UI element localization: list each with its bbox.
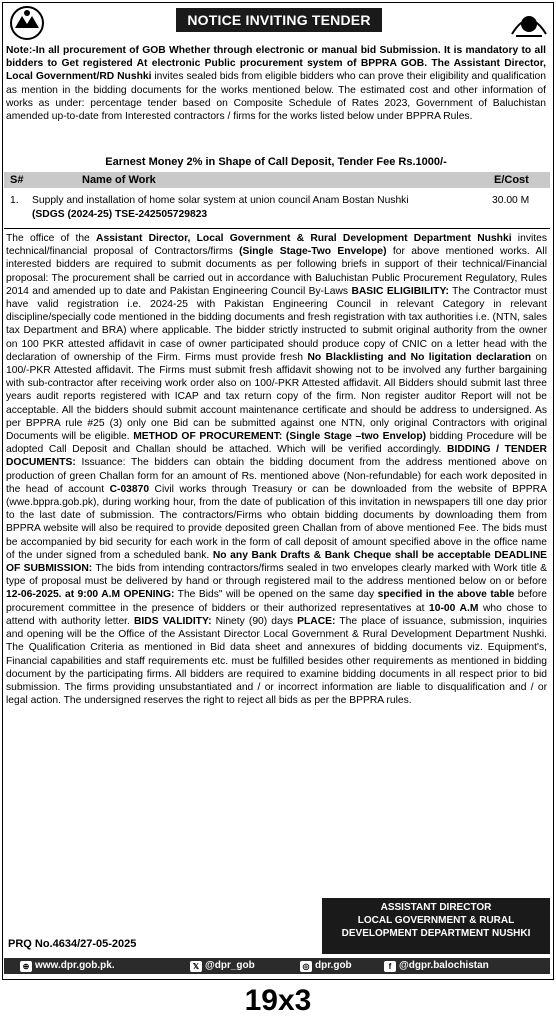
baluchistan-emblem-icon: [4, 4, 50, 42]
row-cost: 30.00 M: [492, 195, 530, 206]
tender-body: The office of the Assistant Director, Local Government & Rural Development Department Nushki invites technical/financial proposal of Contractors/firms (Single Stage-Two Envelope) for above mentioned works. All interested bidders are required to submit documents as per following briefs in support of their technical/Financial proposal: The procurement shall be carried out in accordance with Baluchistan Public Procurement Regulatory, Rules 2014 and amended up to date and Pakistan Engineering Council By-Laws BASIC ELIGIBILITY: The Contractor must have valid registration i.e. 2024-25 with Pakistan Engineering Council in relevant Category in relevant discipline/specially code mentioned in the bidding documents and fresh registration with tax authorities i.e. (NTN, sales tax Department and BRA) where applicable. The bidder strictly instructed to submit original authority from the owner on 100 PKR attested affidavit in case of owner participated should produce copy of CNIC on a letter head with the declaration of ownership of the Firm. Firms must provide fresh No Blacklisting and No ligitation declaration on 100/-PKR Attested affidavit. The Firms must submit fresh affidavit showing not to be involved any further bargaining with sub-contractor after receiving work order also on 100/-PKR Attested affidavit. All Bidders should submit last three years audit reports registered with ICAP and tax return copy of the firm. Non register auditor Report will not be acceptable. All the bidders should submit account maintenance certificate and should be address to undersigned. As per BPPRA rule #25 (3) only one Bid can be submitted against one NTN, only original Contractors with original Documents will be eligible. METHOD OF PROCUREMENT: (Single Stage –two Envelop) bidding Procedure will be adopted Call Deposit and Challan should be attached. Which will be verified accordingly. BIDDING / TENDER DOCUMENTS: Issuance: The bidders can obtain the bidding document from the address mentioned above on production of green Challan form for an amount of Rs. mentioned above (Non-refundable) for each work deposited in the head of account C-03870 Civil works through Treasury or can be downloaded from the website of BPPRA (wwe.bppra.gob.pk), during working hour, from the date of publication of this invitation in newspapers till one day prior to the last date of submission. The contractors/Firms who obtain bidding documents by downloading them from BPPRA website will also be required to provide deposited green Challan from of above mentioned Fee. The bids must be accompanied by bid security for each work in the form of call deposit of amount specified above in the office name of the under signed from a scheduled bank. No any Bank Drafts & Bank Cheque shall be acceptable DEADLINE OF SUBMISSION: The bids from intending contractors/firms sealed in two envelopes clearly marked with Work title & type of proposal must be delivered by hand or through registered mail to the address mentioned below on or before 12-06-2025. at 9:00 A.M OPENING: The Bids" will be opened on the same day specified in the above table before procurement committee in the presence of bidders or their authorized representatives at 10-00 A.M who chose to attend with authority letter. BIDS VALIDITY: Ninety (90) days PLACE: The place of issuance, submission, inquiries and opening will be the Office of the Assistant Director Local Government & Rural Development Department Nushki. The Qualification Criteria as mentioned in Bid data sheet and annexures of bidding documents viz. Equipment's, Financial capabilities and staff requirements etc. must be fulfilled besides other requirements as mentioned in bidding document by the participating firms. All bidders are required to examine bidding documents in all respect prior to bid submission. The firms providing unsubstantiated and / or incorrect information are liable to disqualification and / or legal action. The undersigned reserves the right to reject all bids as per the BPPRA rules.: [6, 233, 548, 707]
government-seal-icon: [506, 4, 552, 42]
ad-size-label: 19x3: [244, 984, 312, 1017]
prq-number: PRQ No.4634/27-05-2025: [8, 938, 137, 950]
twitter-icon: 𝕏: [190, 961, 202, 972]
footer-bar: [4, 958, 550, 974]
notice-title: NOTICE INVITING TENDER: [176, 8, 382, 32]
globe-icon: ⊕: [20, 961, 32, 972]
table-row: [4, 192, 550, 226]
note-paragraph: Note:-In all procurement of GOB Whether through electronic or manual bid Submission. It is mandatory to all bidders to Get registered At electronic Public procurement system of BPPRA GOB. The Assistant Director, Local Government/RD Nushki invites sealed bids from eligible bidders who can prove their eligibility and qualification as mention in the bidding documents for the works mentioned below. The estimated cost and other information of works as under: percentage tender based on Composite Schedule of Rates 2023, Government of Baluchistan amended up-to-date from Interested contractors / firms for the works listed below under BPPRA Rules.: [6, 45, 546, 123]
row-code: (SDGS (2024-25) TSE-242505729823: [32, 208, 208, 220]
footer-twitter[interactable]: 𝕏 @dpr_gob: [190, 958, 255, 974]
instagram-icon: ◎: [300, 961, 312, 972]
header-work: Name of Work: [82, 174, 156, 186]
footer-instagram[interactable]: ◎ dpr.gob: [300, 958, 352, 974]
footer-website[interactable]: ⊕ www.dpr.gob.pk.: [20, 958, 115, 974]
facebook-icon: f: [384, 961, 396, 972]
divider: [4, 228, 550, 229]
header-cost: E/Cost: [494, 174, 529, 186]
earnest-money: Earnest Money 2% in Shape of Call Deposit, Tender Fee Rs.1000/-: [105, 156, 447, 168]
works-table-header: [4, 172, 550, 188]
header-sn: S#: [10, 174, 24, 186]
row-sn: 1.: [10, 195, 19, 206]
signature-block: ASSISTANT DIRECTOR LOCAL GOVERNMENT & RURAL DEVELOPMENT DEPARTMENT NUSHKI: [322, 898, 550, 954]
footer-facebook[interactable]: f @dgpr.balochistan: [384, 958, 489, 974]
row-work: Supply and installation of home solar system at union council Anam Bostan Nushki (SDGS (2024-25) TSE-242505729823: [32, 194, 462, 221]
